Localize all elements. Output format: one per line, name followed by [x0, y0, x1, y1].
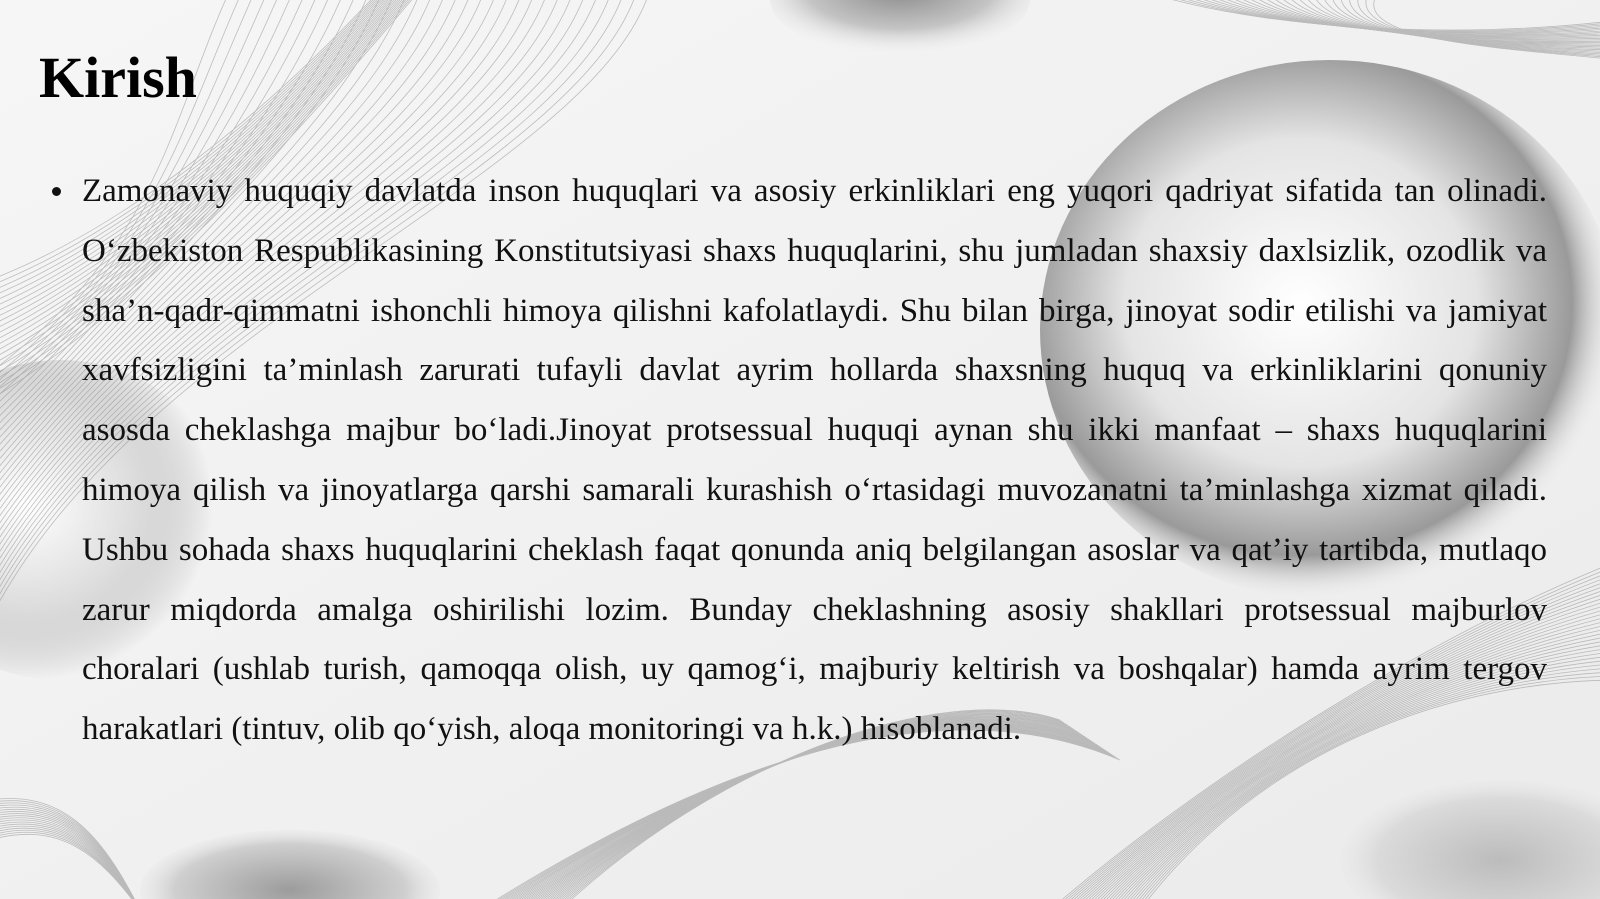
bullet-item — [82, 162, 1547, 760]
bullet-text: Zamonaviy huquqiy davlatda inson huquqlari va asosiy erkinliklari eng yuqori qadriyat sifatida tan olinadi. O‘zbekiston Respublikasining Konstitutsiyasi shaxs huquqlarini, shu jumladan shaxsiy daxlsizlik, ozodlik va sha’n-qadr-qimmatni ishonchli himoya qilishni kafolatlaydi. Shu bilan birga, jinoyat sodir etilishi va jamiyat xavfsizligini ta’minlash zarurati tufayli davlat ayrim hollarda shaxsning huquq va erkinliklarini qonuniy asosda cheklashga majbur bo‘ladi.Jinoyat protsessual huquqi aynan shu ikki manfaat – shaxs huquqlarini himoya qilish va jinoyatlarga qarshi samarali kurashish o‘rtasidagi muvozanatni ta’minlashga xizmat qiladi. Ushbu sohada shaxs huquqlarini cheklash faqat qonunda aniq belgilangan asoslar va qat’iy tartibda, mutlaqo zarur miqdorda amalga oshirilishi lozim. Bunday cheklashning asosiy shakllari protsessual majburlov choralari (ushlab turish, qamoqqa olish, uy qamog‘i, majburiy keltirish va boshqalar) hamda ayrim tergov harakatlari (tintuv, olib qo‘yish, aloqa monitoringi va h.k.) hisoblanadi. — [82, 173, 1547, 748]
bullet-list — [82, 162, 1547, 760]
bullet-marker — [52, 187, 61, 196]
slide-title: Kirish — [39, 45, 197, 110]
